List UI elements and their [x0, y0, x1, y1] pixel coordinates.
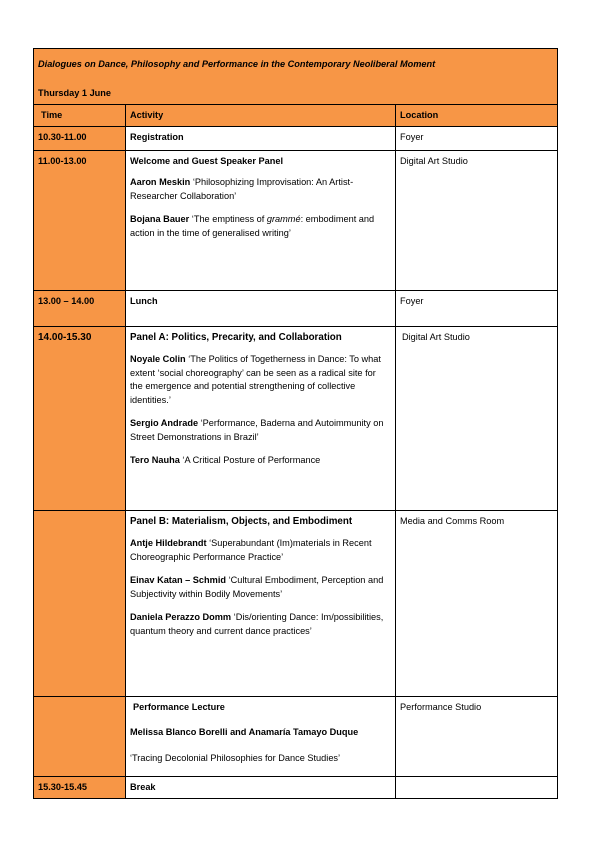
title-row — [34, 49, 558, 105]
document-title: Dialogues on Dance, Philosophy and Performance in the Contemporary Neoliberal Moment — [38, 59, 436, 69]
talk-entry — [130, 417, 391, 444]
talk-title: ‘Cultural Embodiment, Perception and Subjectivity within Bodily Movements’ — [130, 575, 384, 599]
talk-title: ‘Philosophizing Improvisation: An Artist-Researcher Collaboration’ — [130, 177, 354, 201]
time-cell: 15.30-15.45 — [34, 776, 126, 799]
time-cell: 13.00 – 14.00 — [34, 290, 126, 326]
activity-cell — [126, 150, 396, 290]
activity-cell — [126, 510, 396, 696]
activity-cell: Registration — [126, 126, 396, 150]
talk-title-emphasis: grammé — [266, 214, 301, 224]
activity-title: Welcome and Guest Speaker Panel — [130, 155, 284, 166]
lecture-speakers — [130, 726, 391, 740]
location-cell — [396, 776, 558, 799]
speaker-name: Einav Katan – Schmid — [130, 575, 226, 585]
speaker-name: Bojana Bauer — [130, 214, 190, 224]
talk-title-start: ‘The emptiness of — [191, 214, 267, 224]
time-cell: 14.00-15.30 — [34, 326, 126, 510]
speaker-names: Melissa Blanco Borelli and Anamaría Tamayo Duque — [130, 727, 359, 737]
location-cell: Performance Studio — [396, 696, 558, 776]
header-row — [34, 105, 558, 127]
title-cell — [34, 49, 558, 105]
location-cell: Digital Art Studio — [396, 326, 558, 510]
talk-entry — [130, 454, 391, 468]
speaker-name: Antje Hildebrandt — [130, 538, 207, 548]
talk-title: ‘Dis/orienting Dance: Im/possibilities, quantum theory and current dance practices’ — [130, 612, 384, 636]
talk-entry — [130, 574, 391, 601]
speaker-name: Daniela Perazzo Domm — [130, 612, 232, 622]
talk-title: ‘Performance, Baderna and Autoimmunity on Street Demonstrations in Brazil’ — [130, 418, 384, 442]
time-cell — [34, 510, 126, 696]
table-row — [34, 696, 558, 776]
activity-title: Performance Lecture — [133, 701, 225, 712]
header-location: Location — [396, 105, 558, 127]
talk-entry — [130, 176, 391, 203]
table-row — [34, 776, 558, 799]
speaker-name: Aaron Meskin — [130, 177, 191, 187]
talk-entry — [130, 353, 391, 407]
talk-title: ‘Superabundant (Im)materials in Recent Choreographic Performance Practice’ — [130, 538, 372, 562]
time-cell — [34, 696, 126, 776]
table-row — [34, 150, 558, 290]
talk-title-end: : embodiment and action in the time of generalised writing’ — [130, 214, 375, 238]
table-row — [34, 290, 558, 326]
location-cell: Media and Comms Room — [396, 510, 558, 696]
time-cell: 10.30-11.00 — [34, 126, 126, 150]
activity-cell — [126, 326, 396, 510]
programme-page — [33, 48, 557, 799]
talk-entry — [130, 611, 391, 638]
talk-title: ‘The Politics of Togetherness in Dance: To what extent ‘social choreography’ can be seen as a radical site for the emergence and potential strengthening of collective identities.’ — [130, 354, 381, 405]
table-row — [34, 510, 558, 696]
header-activity: Activity — [126, 105, 396, 127]
talk-entry — [130, 537, 391, 564]
table-row — [34, 126, 558, 150]
activity-cell: Lunch — [126, 290, 396, 326]
location-cell: Foyer — [396, 126, 558, 150]
speaker-name: Noyale Colin — [130, 354, 186, 364]
document-date: Thursday 1 June — [38, 87, 112, 98]
talk-entry — [130, 213, 391, 240]
location-cell: Digital Art Studio — [396, 150, 558, 290]
speaker-name: Sergio Andrade — [130, 418, 199, 428]
talk-title: ‘A Critical Posture of Performance — [182, 455, 321, 465]
speaker-name: Tero Nauha — [130, 455, 180, 465]
header-time: Time — [34, 105, 126, 127]
schedule-table — [33, 48, 558, 799]
lecture-title: ‘Tracing Decolonial Philosophies for Dance Studies’ — [130, 752, 341, 763]
activity-title: Panel B: Materialism, Objects, and Embodiment — [130, 515, 353, 527]
activity-title: Panel A: Politics, Precarity, and Collaboration — [130, 331, 342, 343]
time-cell: 11.00-13.00 — [34, 150, 126, 290]
activity-cell: Break — [126, 776, 396, 799]
table-row — [34, 326, 558, 510]
location-cell: Foyer — [396, 290, 558, 326]
activity-cell — [126, 696, 396, 776]
